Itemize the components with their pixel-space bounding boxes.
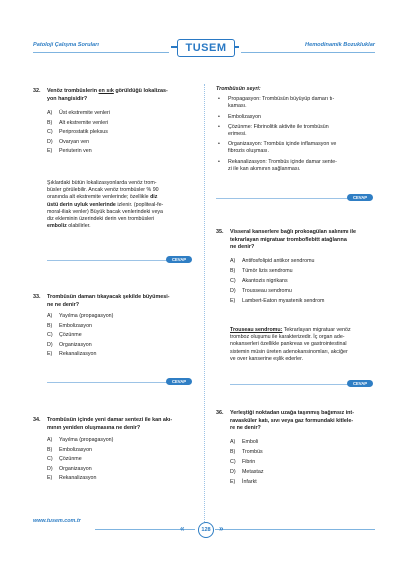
option-letter: C)	[230, 278, 236, 284]
seyir-item-line: zi ile kan akımının sağlanması.	[228, 165, 301, 172]
option-e[interactable]	[47, 351, 113, 358]
option-letter: E)	[230, 479, 236, 485]
option-letter: E)	[47, 351, 53, 358]
option-text: Organizasyon	[59, 341, 92, 348]
option-text: Fibrin	[242, 459, 256, 465]
stem-text: Yerleştiği noktadan uzağa taşınmış bağımsız int-	[230, 410, 355, 416]
option-c[interactable]	[47, 332, 113, 339]
option-letter: C)	[47, 456, 53, 463]
option-text: İnfarkt	[242, 479, 257, 485]
seyir-item	[216, 114, 376, 121]
option-letter: A)	[47, 110, 53, 116]
stem-text: re ne denir?	[230, 425, 261, 432]
cevap-button[interactable]: CEVAP	[166, 378, 192, 385]
explanation-line: Tekrarlayan migratuar venöz	[283, 327, 351, 333]
option-text: Lambert-Eaton myastenik sendrom	[242, 298, 325, 304]
option-letter: B)	[47, 322, 53, 329]
explanation-line: Şıklardaki bütün lokalizasyonlarda venöz trom-	[47, 180, 157, 186]
option-d[interactable]	[47, 342, 113, 349]
option-text: Embolizasyon	[59, 446, 92, 453]
question-32	[33, 88, 198, 103]
q35-explanation	[230, 327, 378, 363]
option-text: Antifosfolipid antikor sendromu	[242, 258, 315, 264]
question-33	[33, 294, 201, 309]
stem-text: ne denir?	[230, 244, 255, 251]
explanation-line: moral-iliak venler) Büyük bacak venlerindeki veya	[47, 208, 163, 215]
option-letter: B)	[230, 268, 236, 274]
stem-text: mının yeniden oluşmasına ne denir?	[47, 424, 141, 431]
option-text: Emboli	[242, 439, 259, 445]
option-letter: B)	[230, 449, 236, 455]
seyir-item-line: Organizasyon: Trombüs içinde inflamasyon ve	[228, 141, 337, 148]
option-letter: D)	[230, 469, 236, 475]
seyir-item-line: Çözünme: Fibrinolitik aktivite ile trombüsün	[228, 123, 329, 130]
option-text: Yayılma (propagasyon)	[59, 313, 114, 319]
option-text: Periprostatik pleksus	[59, 129, 108, 136]
option-text: Embolizasyon	[59, 322, 92, 329]
chevron-right-icon: »	[219, 524, 224, 533]
question-36	[216, 410, 378, 433]
option-letter: A)	[230, 439, 236, 445]
option-b[interactable]	[230, 449, 264, 456]
option-a[interactable]	[230, 258, 324, 265]
option-text: Ovaryan ven	[59, 138, 90, 145]
option-b[interactable]	[47, 447, 113, 454]
option-d[interactable]	[47, 466, 113, 473]
question-number: 33.	[33, 294, 41, 300]
option-letter: E)	[230, 298, 236, 304]
option-letter: A)	[47, 313, 53, 319]
q32-options	[47, 110, 110, 155]
cevap-button[interactable]: CEVAP	[347, 194, 373, 201]
option-e[interactable]	[230, 298, 324, 305]
cevap-rule	[216, 198, 348, 199]
header-rule-left	[33, 52, 169, 53]
option-letter: C)	[230, 459, 236, 465]
option-text: Tümör lizis sendromu	[242, 268, 293, 274]
option-letter: C)	[47, 332, 53, 339]
bullet-icon: •	[218, 123, 220, 130]
stem-text: yon hangisidir?	[47, 95, 88, 102]
header-rule-right	[241, 52, 375, 53]
explanation-underlined: Trouseau sendromu:	[230, 327, 283, 333]
seyir-item	[216, 159, 376, 173]
option-letter: D)	[47, 138, 53, 145]
cevap-rule	[47, 260, 167, 261]
seyir-item	[216, 141, 376, 155]
explanation-line: diz ekleminin üzerindeki derin ven trombüsleri	[47, 216, 155, 223]
bullet-icon: •	[218, 158, 220, 165]
option-text: Periuterin ven	[59, 148, 92, 155]
option-c[interactable]	[47, 129, 110, 136]
q35-options	[230, 258, 324, 305]
stem-text: tekrarlayan migratuar tromboflebitt atağlarına	[230, 236, 347, 243]
stem-text: Visseral kanserlere bağlı prokoagülan salınımı ile	[230, 229, 357, 235]
chevron-left-icon: «	[180, 524, 185, 533]
stem-emphasis: en sık	[98, 88, 114, 94]
option-letter: D)	[47, 465, 53, 472]
explanation-bold: üstü derin uyluk venlerinde	[47, 201, 116, 208]
stem-text: ne ne denir?	[47, 301, 80, 308]
option-text: Rekanalizasyon	[59, 475, 97, 482]
explanation-line: nokanserleri özellikle pankreas ve gastrointestinal	[230, 341, 347, 348]
explanation-line: sistemin müsin üreten adenokansinomları, akciğer	[230, 348, 348, 355]
option-text: Yayılma (propagasyon)	[59, 437, 114, 443]
stem-text: Trombüsün içinde yeni damar sentezi ile kan akı-	[47, 417, 173, 423]
q33-options	[47, 313, 113, 358]
option-text: Üst ekstremite venleri	[59, 110, 110, 116]
option-a[interactable]	[47, 313, 113, 320]
option-a[interactable]	[47, 110, 110, 117]
option-text: Akantozis nigrikans	[242, 278, 288, 284]
seyir-item-line: Propagasyon: Trombüsün büyüyüp damarı tı-	[228, 96, 335, 103]
option-e[interactable]	[47, 475, 113, 482]
seyir-title: Trombüsün seyri:	[216, 86, 261, 92]
seyir-item-line: Embolizasyon	[228, 113, 261, 120]
footer-rule-right	[215, 529, 375, 530]
tusem-logo: TUSEM	[177, 39, 235, 57]
cevap-button[interactable]: CEVAP	[347, 380, 373, 387]
question-34	[33, 417, 201, 432]
column-divider	[204, 84, 205, 524]
seyir-item	[216, 96, 376, 110]
footer-url[interactable]: www.tusem.com.tr	[33, 518, 81, 524]
option-text: Alt ekstremite venleri	[59, 119, 109, 126]
question-number: 35.	[216, 229, 224, 235]
question-number: 36.	[216, 410, 224, 416]
option-text: Rekanalizasyon	[59, 351, 97, 358]
option-letter: C)	[47, 129, 53, 136]
option-a[interactable]	[47, 437, 113, 444]
cevap-rule	[230, 384, 348, 385]
seyir-item-line: Rekanalizasyon: Trombüs içinde damar sente-	[228, 158, 337, 165]
option-e[interactable]	[230, 479, 264, 486]
option-e[interactable]	[47, 148, 110, 155]
explanation-line: büsler görülebilir. Ancak venöz trombüsler % 90	[47, 187, 159, 194]
bullet-icon: •	[218, 96, 220, 103]
page-number: 128	[198, 522, 214, 538]
explanation-bold: emboliz	[47, 223, 67, 230]
explanation-line: tromboz oluşumu ile karakterizedir. İç organ ade-	[230, 334, 345, 341]
q32-explanation	[47, 180, 201, 230]
q34-options	[47, 437, 113, 482]
option-b[interactable]	[230, 268, 324, 275]
option-letter: E)	[47, 475, 53, 482]
cevap-button[interactable]: CEVAP	[166, 256, 192, 263]
option-letter: B)	[47, 119, 53, 126]
explanation-line: oranında alt ekstremite venlerinde; özellikle	[47, 194, 149, 201]
option-b[interactable]	[47, 120, 110, 127]
explanation-line: olabilirler.	[68, 223, 91, 230]
option-letter: D)	[47, 341, 53, 348]
header-right-title: Hemodinamik Bozukluklar	[305, 42, 375, 48]
option-letter: E)	[47, 148, 53, 155]
option-text: Çözünme	[59, 456, 82, 463]
option-text: Trombüs	[242, 449, 263, 455]
seyir-item	[216, 124, 376, 138]
option-d[interactable]	[230, 288, 324, 295]
option-c[interactable]	[230, 278, 324, 285]
cevap-rule	[47, 382, 167, 383]
option-c[interactable]	[230, 459, 264, 466]
seyir-item-line: erimesi.	[228, 131, 247, 138]
stem-text: Venöz trombüslerin	[47, 88, 98, 94]
explanation-line: izlenir. (popliteal-fe-	[117, 201, 164, 208]
question-35	[216, 229, 378, 252]
option-letter: A)	[230, 258, 236, 264]
question-number: 32.	[33, 88, 41, 94]
stem-text: Trombüsün damarı tıkayacak şekilde büyümesi-	[47, 294, 170, 300]
option-a[interactable]	[230, 439, 264, 446]
option-b[interactable]	[47, 323, 113, 330]
option-c[interactable]	[47, 456, 113, 463]
stem-text: ravasküler katı, sıvı veya gaz formundaki kitlele-	[230, 417, 354, 424]
bullet-icon: •	[218, 113, 220, 120]
seyir-item-line: kaması.	[228, 103, 247, 110]
header-left-title: Patoloji Çalışma Soruları	[33, 42, 99, 48]
question-number: 34.	[33, 417, 41, 423]
q36-options	[230, 439, 264, 486]
seyir-box	[216, 86, 376, 173]
option-text: Metastaz	[242, 469, 264, 475]
option-d[interactable]	[47, 139, 110, 146]
seyir-item-line: fibrozis oluşması.	[228, 148, 269, 155]
explanation-line: ve over kanserine eşlik ederler.	[230, 355, 304, 362]
option-d[interactable]	[230, 469, 264, 476]
explanation-bold: diz	[150, 194, 158, 201]
option-letter: A)	[47, 437, 53, 443]
stem-text: görüldüğü lokalizas-	[115, 88, 168, 94]
option-letter: B)	[47, 446, 53, 453]
option-text: Çözünme	[59, 332, 82, 339]
option-text: Trousseau sendromu	[242, 288, 292, 294]
option-text: Organizasyon	[59, 465, 92, 472]
option-letter: D)	[230, 288, 236, 294]
bullet-icon: •	[218, 141, 220, 148]
